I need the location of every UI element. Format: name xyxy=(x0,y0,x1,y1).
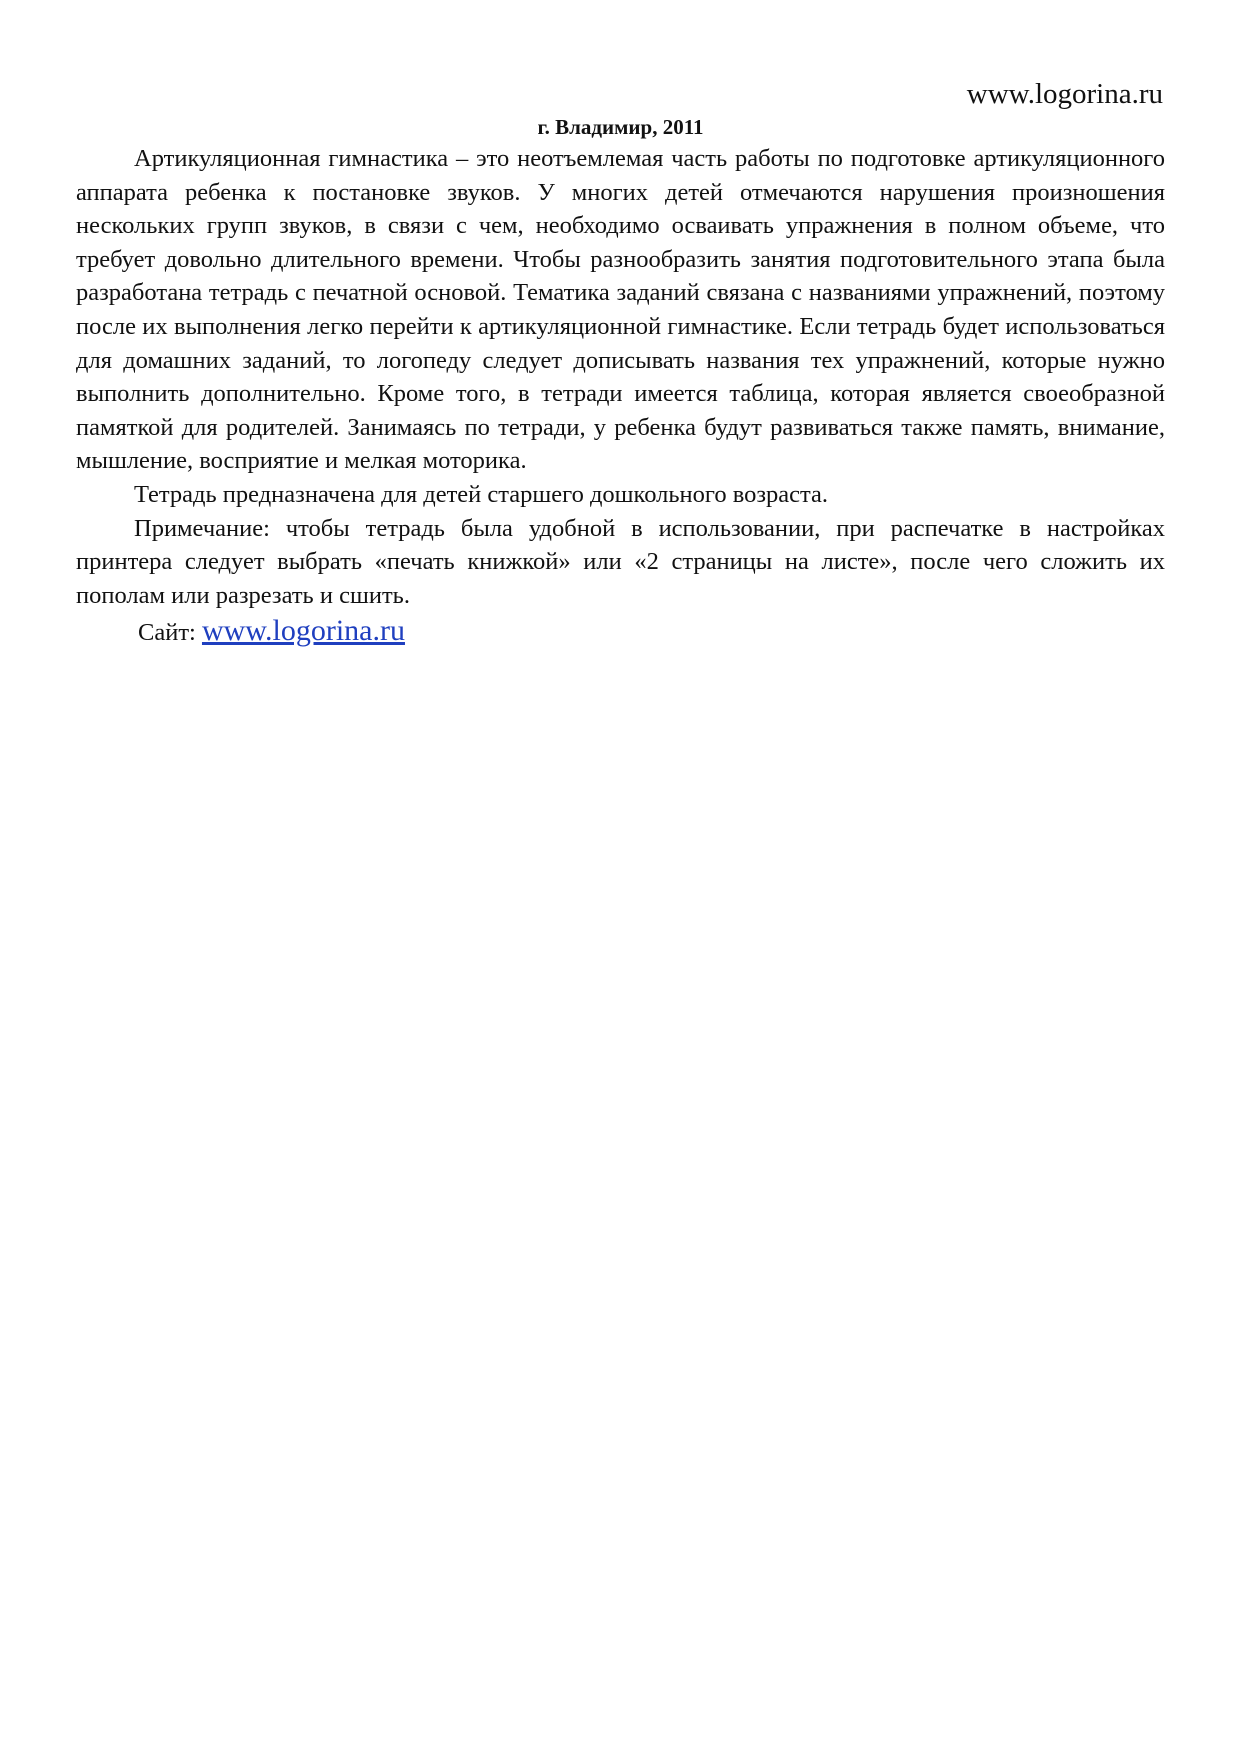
site-line xyxy=(76,612,1165,652)
paragraph-audience: Тетрадь предназначена для детей старшего дошкольного возраста. xyxy=(134,480,829,508)
paragraph-note: Примечание: чтобы тетрадь была удобной в использовании, при распечатке в настройках принтера следует выбрать «печать книжкой» или «2 страницы на листе», после чего сложить их пополам или разрезать и сшить. xyxy=(76,514,1165,609)
header-url: www.logorina.ru xyxy=(966,78,1163,110)
site-label: Сайт: xyxy=(138,619,196,647)
paragraph-intro: Артикуляционная гимнастика – это неотъемлемая часть работы по подготовке артикуляционного аппарата ребенка к постановке звуков. У многих детей отмечаются нарушения произношения нескольких групп звуков, в связи с чем, необходимо осваивать упражнения в полном объеме, что требует довольно длительного времени. Чтобы разнообразить занятия подготовительного этапа была разработана тетрадь с печатной основой. Тематика заданий связана с названиями упражнений, поэтому после их выполнения легко перейти к артикуляционной гимнастике. Если тетрадь будет использоваться для домашних заданий, то логопеду следует дописывать названия тех упражнений, которые нужно выполнить дополнительно. Кроме того, в тетради имеется таблица, которая является своеобразной памяткой для родителей. Занимаясь по тетради, у ребенка будут развиваться также память, внимание, мышление, восприятие и мелкая моторика. xyxy=(76,145,1165,475)
city-year: г. Владимир, 2011 xyxy=(537,115,704,139)
document-body xyxy=(76,112,1165,652)
site-link[interactable]: www.logorina.ru xyxy=(201,614,405,648)
